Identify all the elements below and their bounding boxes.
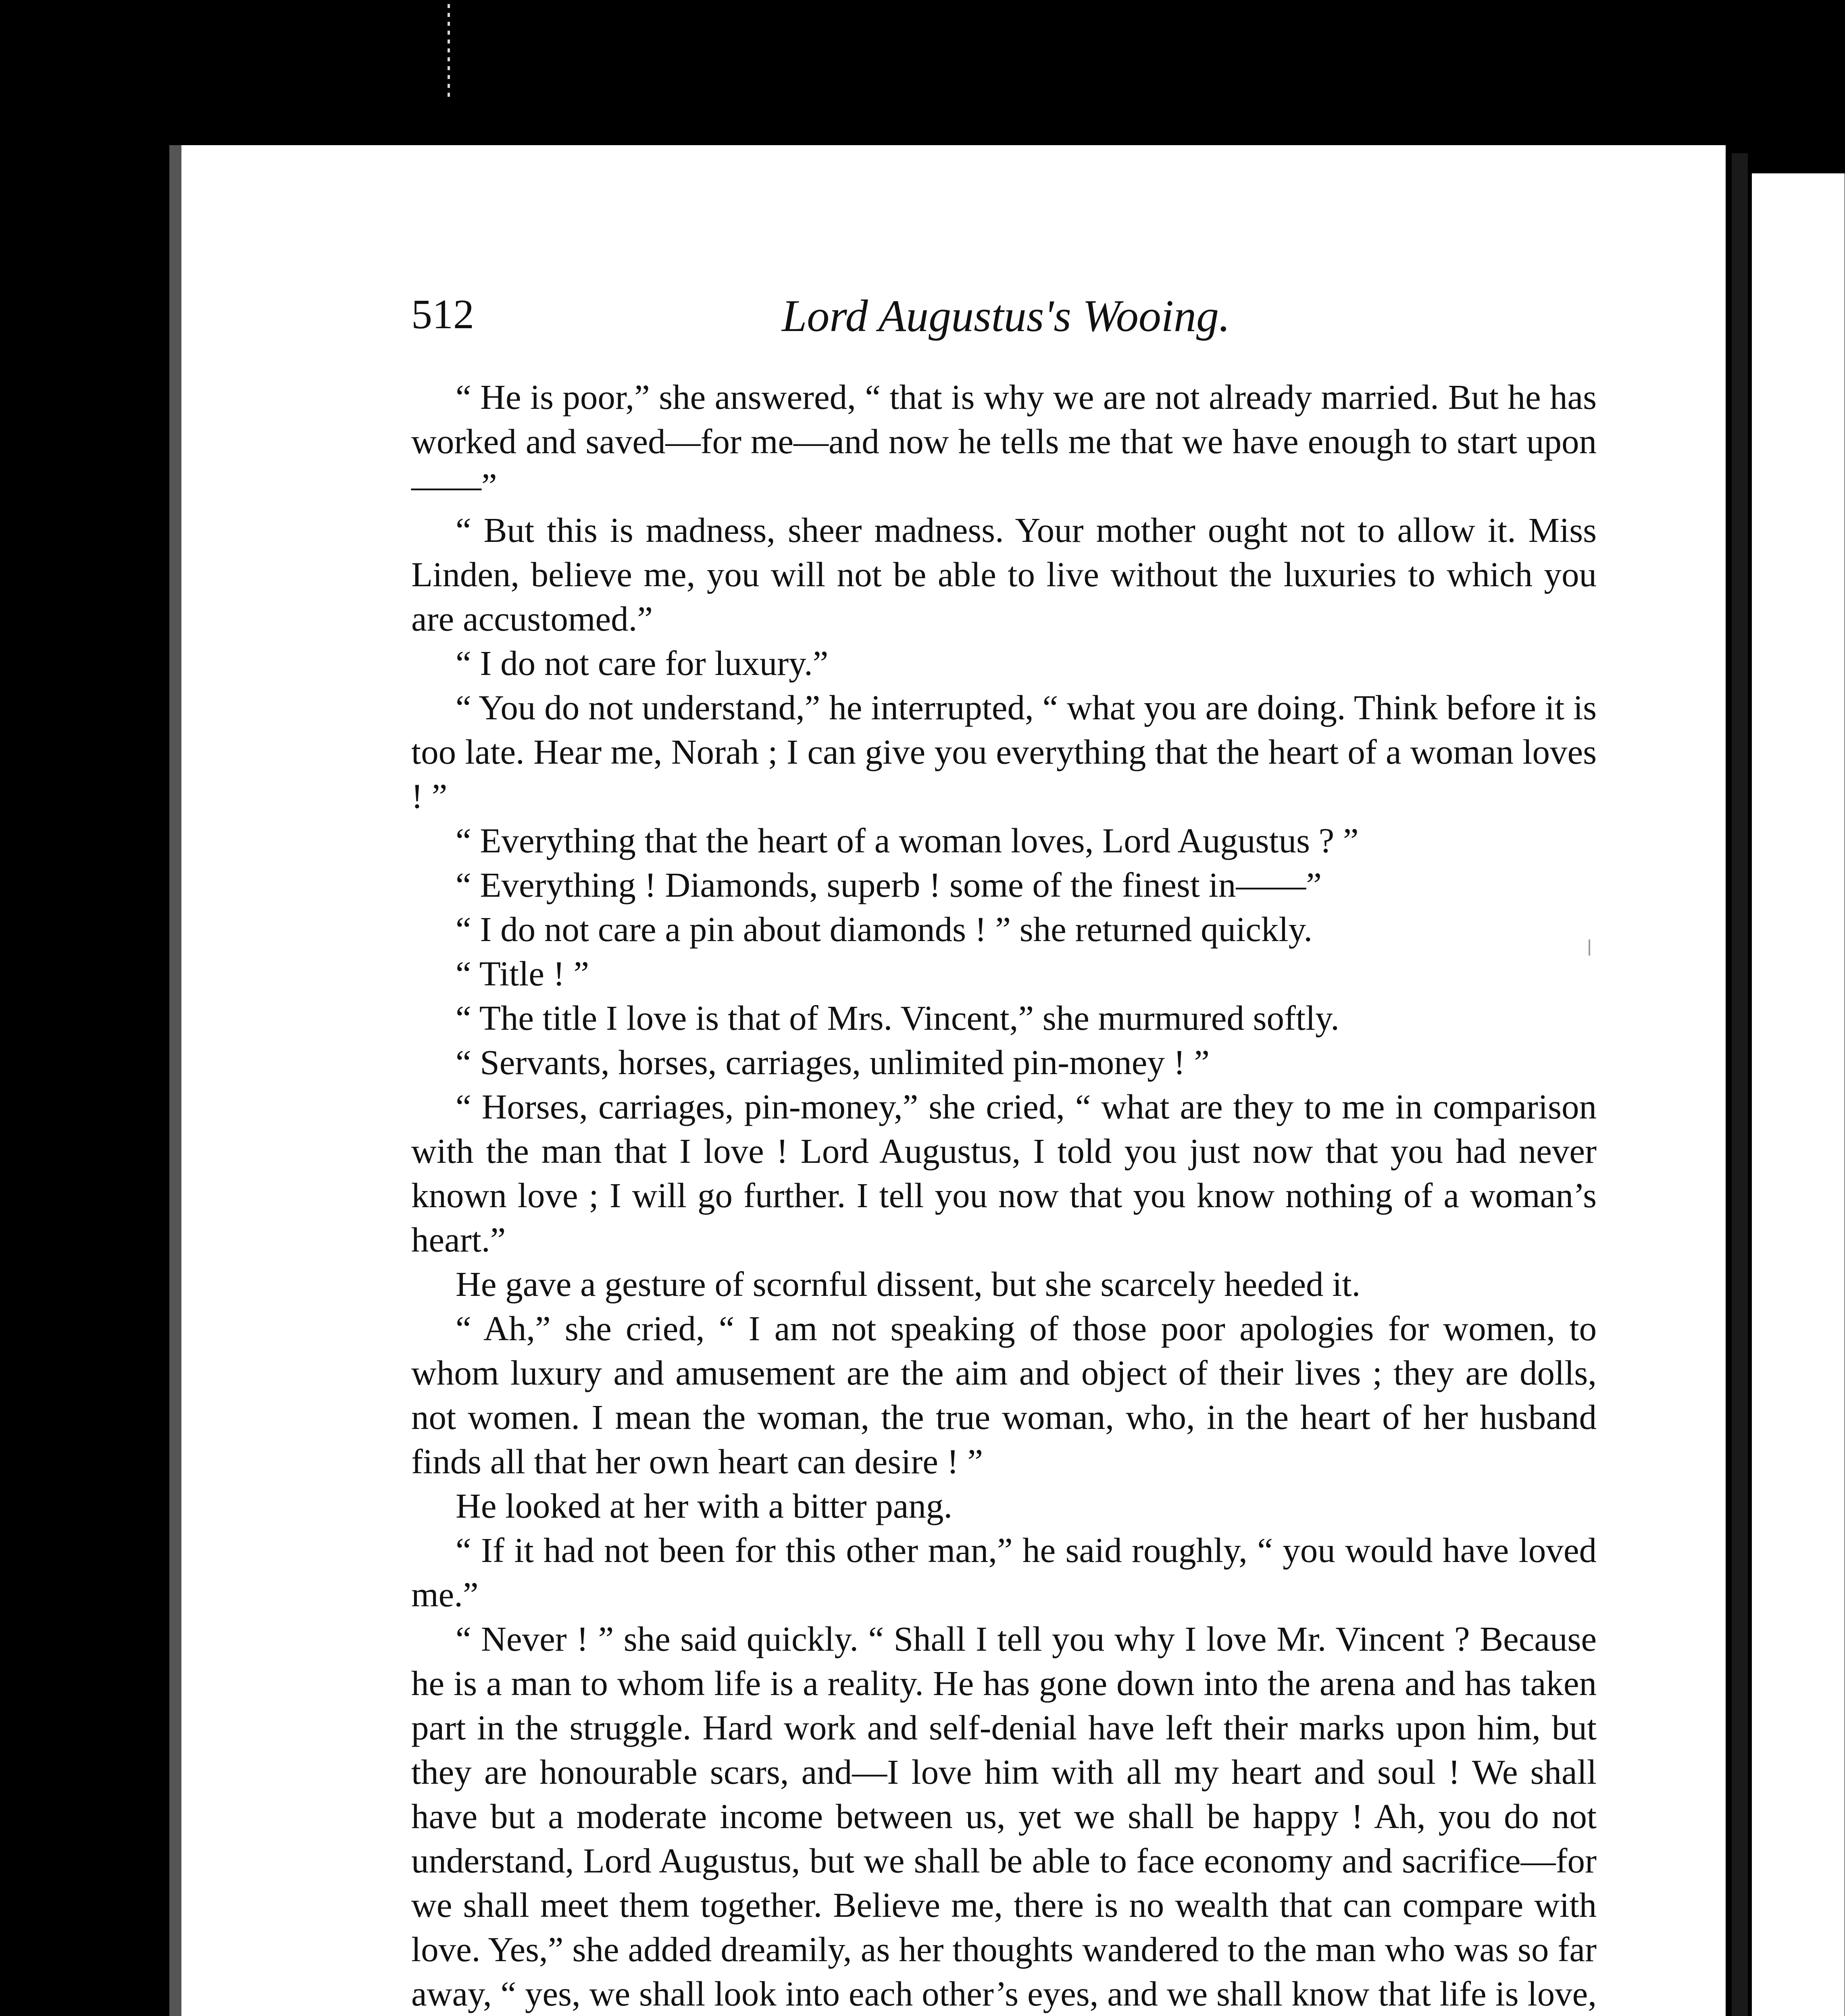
paragraph: “ I do not care a pin about diamonds ! ” she returned quickly. [456, 910, 1313, 949]
scan-edge-marks [448, 4, 450, 101]
text-body [411, 375, 1597, 2016]
running-title: Lord Augustus's Wooing. [781, 291, 1231, 341]
paragraph: “ Never ! ” she said quickly. “ Shall I tell you why I love Mr. Vincent ? Because he is a man to whom life is a reality. He has gone down into the arena and has taken part in the struggle. Hard work and self-denial have left their marks upon him, but they are honourable scars, and—I love him with all my heart and soul ! We shall have but a moderate income between us, yet we shall be happy ! Ah, you do not understand, Lord Augustus, but we shall be able to face economy and sacrifice—for we shall meet them together. Believe me, there is no wealth that can compare with love. Yes,” she added dreamily, as her thoughts wandered to the man who was so far away, “ yes, we shall look into each other’s eyes, and we shall know that life is love, [411, 1619, 1597, 2013]
paragraph: “ Horses, carriages, pin-money,” she cried, “ what are they to me in comparison with the man that I love ! Lord Augustus, I told you just now that you had never known love ; I will go further. I tell you now that you know nothing of a woman’s heart.” [411, 1087, 1597, 1259]
page-gutter-shadow [1732, 153, 1748, 2016]
page-number: 512 [411, 291, 474, 337]
paragraph: He looked at her with a bitter pang. [456, 1486, 953, 1525]
paragraph: “ Title ! ” [456, 954, 589, 993]
paragraph: “ The title I love is that of Mrs. Vincent,” she murmured softly. [456, 998, 1339, 1037]
paragraph: “ If it had not been for this other man,” he said roughly, “ you would have loved me.” [411, 1531, 1597, 1614]
running-head [411, 290, 1601, 347]
paragraph: “ But this is madness, sheer madness. Your mother ought not to allow it. Miss Linden, believe me, you will not be able to live without the luxuries to which you are accustomed.” [411, 510, 1597, 638]
paragraph: “ Servants, horses, carriages, unlimited pin-money ! ” [456, 1043, 1210, 1082]
paragraph: “ He is poor,” she answered, “ that is why we are not already married. But he has worked and saved—for me—and now he tells me that we have enough to start upon——” [411, 377, 1597, 505]
paragraph: “ Everything that the heart of a woman loves, Lord Augustus ? ” [456, 821, 1359, 860]
paragraph: “ I do not care for luxury.” [456, 644, 829, 683]
paragraph: “ Everything ! Diamonds, superb ! some of the finest in——” [456, 865, 1322, 904]
paragraph: He gave a gesture of scornful dissent, but she scarcely heeded it. [456, 1264, 1361, 1304]
paragraph: “ Ah,” she cried, “ I am not speaking of those poor apologies for women, to whom luxury and amusement are the aim and object of their lives ; they are dolls, not women. I mean the woman, the true woman, who, in the heart of her husband finds all that her own heart can desire ! ” [411, 1309, 1597, 1481]
facing-page-edge [1752, 173, 1845, 2016]
paragraph: “ You do not understand,” he interrupted, “ what you are doing. Think before it is too late. Hear me, Norah ; I can give you everything that the heart of a woman loves ! ” [411, 688, 1597, 816]
